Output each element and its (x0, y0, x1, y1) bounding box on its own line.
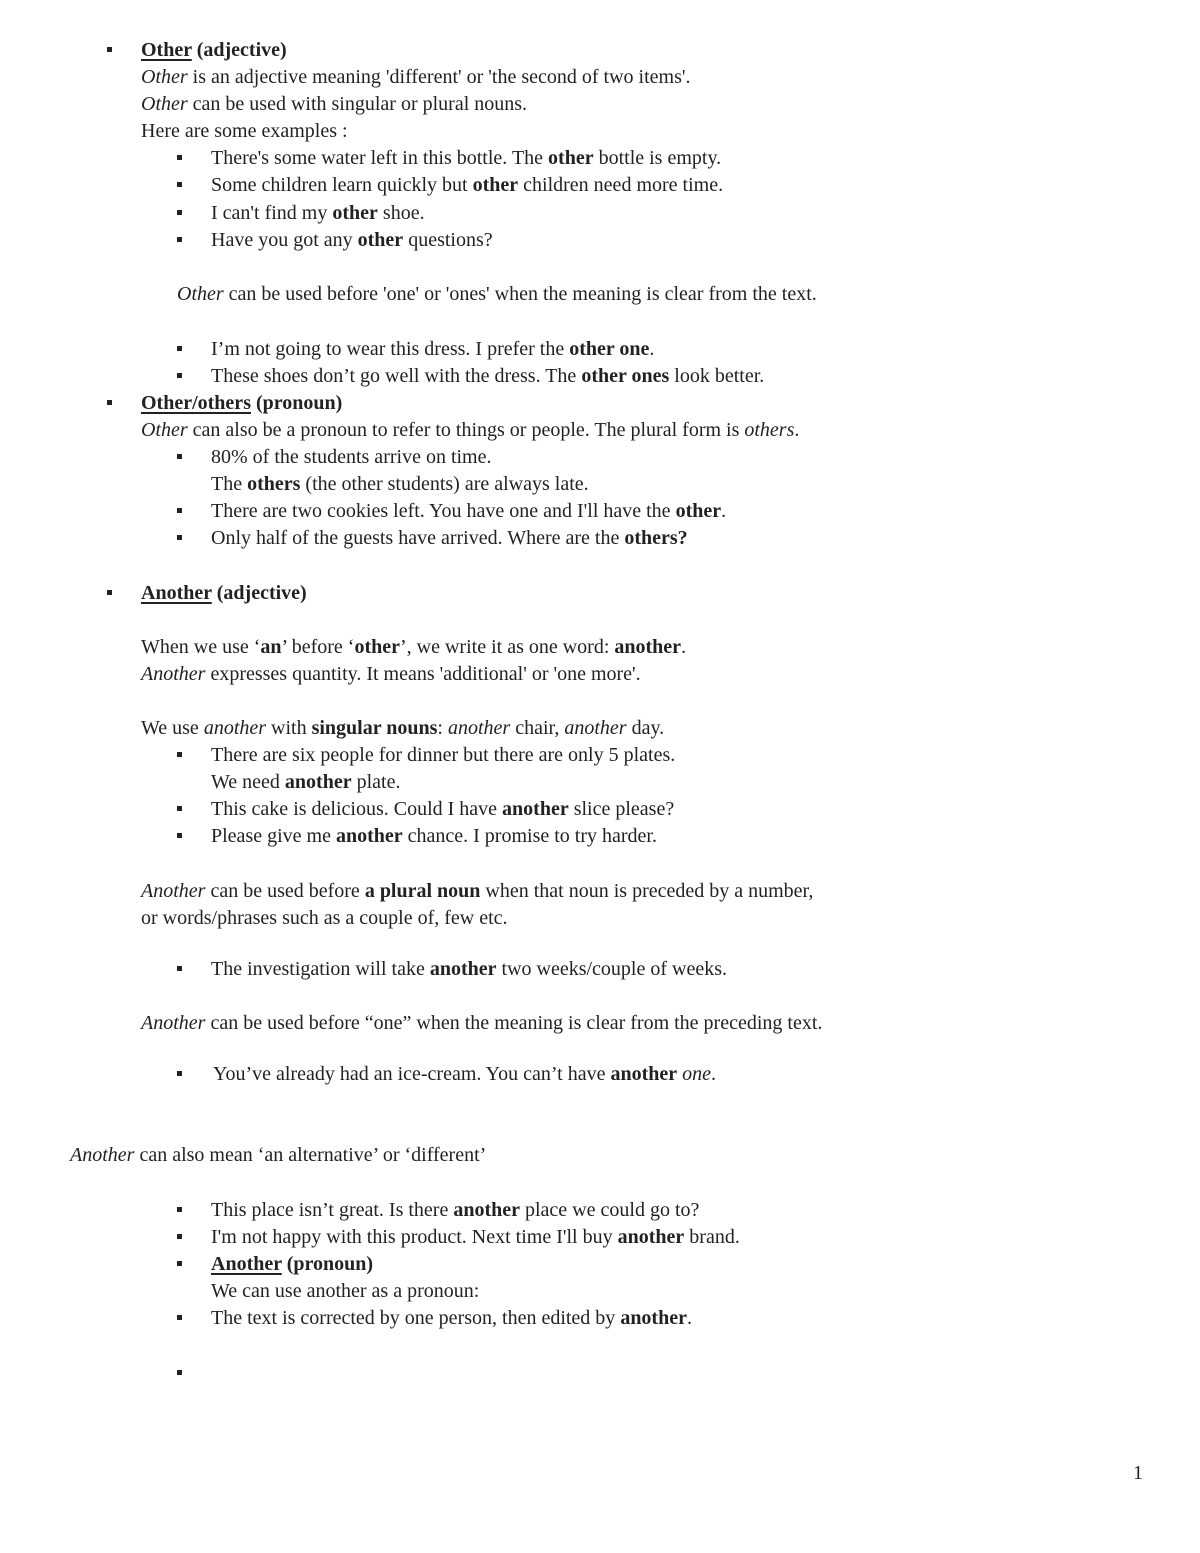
usage-note: Another can also mean ‘an alternative’ or ‘different’ (70, 1144, 487, 1166)
page-number: 1 (1133, 1462, 1143, 1484)
section-heading: Other/others (pronoun) (141, 392, 343, 414)
bullet (177, 1315, 182, 1320)
bullet (177, 155, 182, 160)
section-heading: Another (adjective) (141, 582, 307, 604)
example: There's some water left in this bottle. The other bottle is empty. (211, 147, 722, 169)
example: I'm not happy with this product. Next time I'll buy another brand. (211, 1226, 740, 1248)
bullet (177, 535, 182, 540)
example-continuation: The others (the other students) are always late. (211, 473, 589, 495)
example: Have you got any other questions? (211, 229, 493, 251)
definition: Other can also be a pronoun to refer to things or people. The plural form is others. (141, 419, 800, 441)
bullet (177, 752, 182, 757)
rule: When we use ‘an’ before ‘other’, we write it as one word: another. (141, 636, 687, 658)
example: I’m not going to wear this dress. I prefer the other one. (211, 338, 655, 360)
example: Some children learn quickly but other children need more time. (211, 174, 724, 196)
example: There are two cookies left. You have one and I'll have the other. (211, 500, 727, 522)
example: 80% of the students arrive on time. (211, 446, 492, 468)
bullet (177, 508, 182, 513)
example-continuation: We need another plate. (211, 771, 401, 793)
definition: We can use another as a pronoun: (211, 1280, 480, 1302)
examples-intro: Here are some examples : (141, 120, 348, 142)
example: The investigation will take another two weeks/couple of weeks. (211, 958, 728, 980)
bullet (177, 182, 182, 187)
bullet (177, 833, 182, 838)
bullet (177, 806, 182, 811)
example: These shoes don’t go well with the dress. The other ones look better. (211, 365, 765, 387)
bullet (177, 373, 182, 378)
bullet (107, 590, 112, 595)
example: There are six people for dinner but there are only 5 plates. (211, 744, 676, 766)
example: This cake is delicious. Could I have another slice please? (211, 798, 675, 820)
usage-note: We use another with singular nouns: another chair, another day. (141, 717, 665, 739)
bullet (177, 1261, 182, 1266)
bullet (177, 210, 182, 215)
section-heading: Other (adjective) (141, 39, 287, 61)
bullet (177, 237, 182, 242)
usage-note: Other can be used before 'one' or 'ones' when the meaning is clear from the text. (177, 283, 817, 305)
empty-bullet (177, 1370, 182, 1375)
bullet (177, 966, 182, 971)
usage-note: Another can be used before “one” when the meaning is clear from the preceding text. (141, 1012, 823, 1034)
bullet (107, 47, 112, 52)
bullet (177, 1071, 182, 1076)
bullet (177, 1234, 182, 1239)
example: Only half of the guests have arrived. Where are the others? (211, 527, 688, 549)
section-heading: Another (pronoun) (211, 1253, 374, 1275)
bullet (107, 400, 112, 405)
bullet (177, 1207, 182, 1212)
meaning: Another expresses quantity. It means 'additional' or 'one more'. (141, 663, 641, 685)
example: You’ve already had an ice-cream. You can’t have another one. (213, 1063, 717, 1085)
usage-note: Another can be used before a plural noun when that noun is preceded by a number, (141, 880, 814, 902)
definition: Other is an adjective meaning 'different' or 'the second of two items'. (141, 66, 691, 88)
example: Please give me another chance. I promise to try harder. (211, 825, 657, 847)
example: This place isn’t great. Is there another place we could go to? (211, 1199, 700, 1221)
bullet (177, 346, 182, 351)
bullet (177, 454, 182, 459)
usage-note-continuation: or words/phrases such as a couple of, few etc. (141, 907, 508, 929)
example: The text is corrected by one person, then edited by another. (211, 1307, 692, 1329)
example: I can't find my other shoe. (211, 202, 425, 224)
usage-note: Other can be used with singular or plural nouns. (141, 93, 528, 115)
